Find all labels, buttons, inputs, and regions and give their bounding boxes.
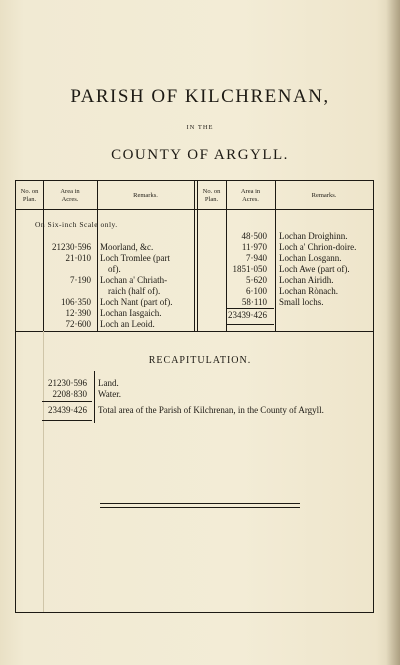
county-title: COUNTY OF ARGYLL.	[111, 147, 289, 163]
right-area: 5·620	[246, 275, 267, 285]
recap-total-label: Total area of the Parish of Kilchrenan, in the County of Argyll.	[98, 405, 324, 415]
recapitulation-heading: RECAPITULATION.	[148, 355, 252, 366]
header-no-on-plan-right: No. on Plan.	[202, 188, 221, 203]
ornament-rule	[100, 503, 300, 508]
recap-sum-rule	[42, 401, 92, 402]
parish-table	[15, 180, 374, 613]
right-area: 11·970	[241, 242, 267, 252]
left-area: 72·600	[65, 319, 91, 329]
right-area: 7·940	[246, 253, 267, 263]
right-area: 48·500	[241, 231, 267, 241]
right-area: 58·110	[241, 297, 267, 307]
right-total: 23439·426	[228, 310, 267, 320]
right-remark: Loch a' Chrion-doire.	[279, 242, 357, 252]
left-area: 7·190	[70, 275, 91, 285]
left-remark: raich (half of).	[108, 286, 161, 296]
scale-heading: On Six-inch Scale only.	[35, 220, 118, 229]
left-remark: Loch an Leoid.	[100, 319, 155, 329]
in-the-label: IN THE	[186, 124, 214, 131]
right-area: 6·100	[246, 286, 267, 296]
left-area: 21·010	[65, 253, 91, 263]
left-remark: Moorland, &c.	[100, 242, 154, 252]
left-remark: Loch Nant (part of).	[100, 297, 173, 307]
right-remark: Lochan Airidh.	[279, 275, 334, 285]
header-remarks-left: Remarks.	[133, 192, 158, 199]
recap-land-area: 21230·596	[48, 378, 87, 388]
left-area: 106·350	[61, 297, 91, 307]
left-area: 12·390	[65, 308, 91, 318]
right-total-rule	[227, 324, 274, 325]
parish-title: PARISH OF KILCHRENAN,	[70, 86, 330, 107]
right-area: 1851·050	[232, 264, 267, 274]
header-area-right: Area in Acres.	[240, 188, 261, 203]
left-remark: Loch Tromlee (part	[100, 253, 170, 263]
section-rule	[16, 331, 373, 332]
header-remarks-right: Remarks.	[311, 192, 337, 199]
recap-land-label: Land.	[98, 378, 119, 388]
header-area-left: Area in Acres.	[60, 188, 80, 203]
right-remark: Lochan Losgann.	[279, 253, 342, 263]
faint-col	[43, 331, 44, 612]
left-remark: Lochan a' Chriath-	[100, 275, 168, 285]
right-remark: Small lochs.	[279, 297, 324, 307]
recap-total-area: 23439·426	[48, 405, 87, 415]
col-sep	[194, 181, 195, 331]
col-sep	[275, 181, 276, 331]
right-remark: Lochan Droighinn.	[279, 231, 348, 241]
recap-water-label: Water.	[98, 389, 122, 399]
header-no-on-plan-left: No. on Plan.	[20, 188, 39, 203]
right-sum-rule	[227, 308, 274, 309]
recap-water-area: 2208·830	[52, 389, 87, 399]
right-remark: Lochan Rònach.	[279, 286, 338, 296]
recap-total-rule	[42, 420, 92, 421]
recap-col	[94, 371, 95, 423]
left-remark: of).	[108, 264, 121, 274]
right-remark: Loch Awe (part of).	[279, 264, 350, 274]
left-area: 21230·596	[52, 242, 91, 252]
left-remark: Lochan Iasgaich.	[100, 308, 162, 318]
